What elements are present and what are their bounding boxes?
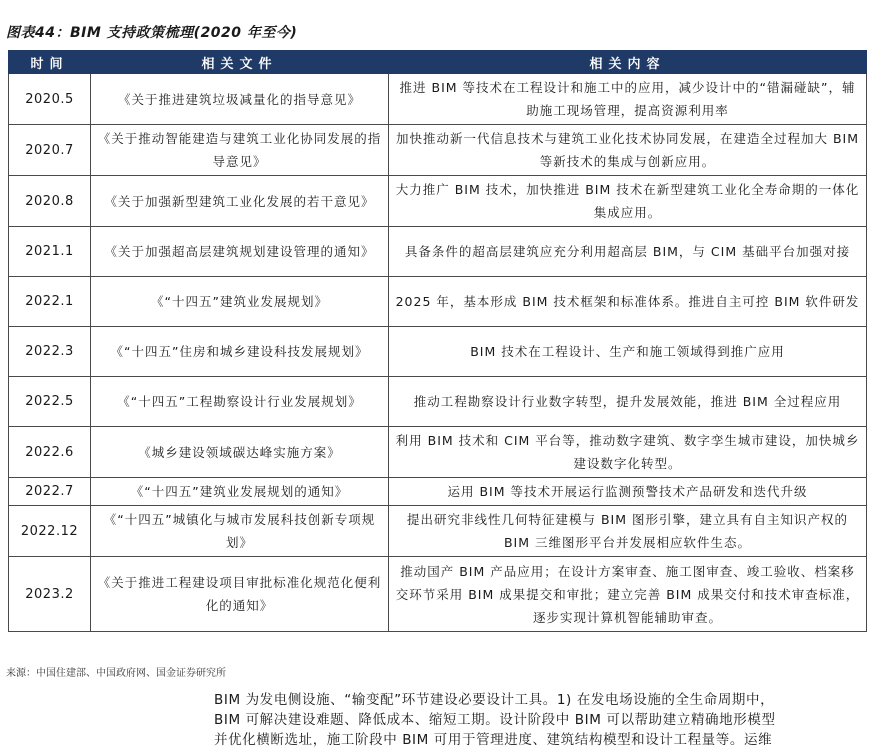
table-row (9, 506, 867, 557)
date-cell: 2022.3 (9, 327, 91, 377)
date-cell: 2020.8 (9, 176, 91, 227)
date-cell: 2023.2 (9, 557, 91, 632)
body-paragraph (214, 690, 874, 750)
table-row (9, 427, 867, 478)
content-cell: 推进 BIM 等技术在工程设计和施工中的应用，减少设计中的“错漏碰缺”，辅助施工现场管理，提高资源利用率 (389, 74, 867, 125)
table-row (9, 125, 867, 176)
content-cell: 加快推动新一代信息技术与建筑工业化技术协同发展，在建造全过程加大 BIM 等新技术的集成与创新应用。 (389, 125, 867, 176)
header-document: 相关文件 (91, 51, 389, 74)
document-cell: 《“十四五”工程勘察设计行业发展规划》 (91, 377, 389, 427)
date-cell: 2022.7 (9, 478, 91, 506)
date-cell: 2022.1 (9, 277, 91, 327)
date-cell: 2022.12 (9, 506, 91, 557)
document-cell: 《“十四五”住房和城乡建设科技发展规划》 (91, 327, 389, 377)
content-cell: 利用 BIM 技术和 CIM 平台等，推动数字建筑、数字孪生城市建设，加快城乡建设数字化转型。 (389, 427, 867, 478)
document-cell: 《“十四五”城镇化与城市发展科技创新专项规划》 (91, 506, 389, 557)
content-cell: 具备条件的超高层建筑应充分利用超高层 BIM，与 CIM 基础平台加强对接 (389, 227, 867, 277)
table-header-row (9, 51, 867, 74)
date-cell: 2020.7 (9, 125, 91, 176)
content-cell: 运用 BIM 等技术开展运行监测预警技术产品研发和迭代升级 (389, 478, 867, 506)
table-row (9, 176, 867, 227)
document-cell: 《关于推进建筑垃圾减量化的指导意见》 (91, 74, 389, 125)
date-cell: 2022.5 (9, 377, 91, 427)
table-row (9, 227, 867, 277)
table-row (9, 277, 867, 327)
document-cell: 《关于推动智能建造与建筑工业化协同发展的指导意见》 (91, 125, 389, 176)
figure-title: 图表44：BIM 支持政策梳理(2020 年至今) (6, 25, 298, 41)
table-row (9, 74, 867, 125)
table-row (9, 478, 867, 506)
body-line: 并优化横断选址，施工阶段中 BIM 可用于管理进度、建筑结构模型和设计工程量等。运维 (214, 732, 773, 748)
source-note: 来源：中国住建部、中国政府网、国金证券研究所 (6, 668, 226, 679)
header-content: 相关内容 (389, 51, 867, 74)
content-cell: 推动国产 BIM 产品应用；在设计方案审查、施工图审查、竣工验收、档案移交环节采用 BIM 成果提交和审批；建立完善 BIM 成果交付和技术审查标准，逐步实现计算机智能辅助审查。 (389, 557, 867, 632)
table-row (9, 557, 867, 632)
document-cell: 《关于加强新型建筑工业化发展的若干意见》 (91, 176, 389, 227)
content-cell: 2025 年，基本形成 BIM 技术框架和标准体系。推进自主可控 BIM 软件研发 (389, 277, 867, 327)
date-cell: 2020.5 (9, 74, 91, 125)
content-cell: 推动工程勘察设计行业数字转型，提升发展效能，推进 BIM 全过程应用 (389, 377, 867, 427)
document-cell: 《“十四五”建筑业发展规划的通知》 (91, 478, 389, 506)
policy-table (8, 50, 867, 632)
content-cell: 提出研究非线性几何特征建模与 BIM 图形引擎，建立具有自主知识产权的 BIM 三维图形平台并发展相应软件生态。 (389, 506, 867, 557)
table-row (9, 327, 867, 377)
content-cell: BIM 技术在工程设计、生产和施工领域得到推广应用 (389, 327, 867, 377)
content-cell: 大力推广 BIM 技术，加快推进 BIM 技术在新型建筑工业化全寿命期的一体化集成应用。 (389, 176, 867, 227)
table-row (9, 377, 867, 427)
date-cell: 2022.6 (9, 427, 91, 478)
document-cell: 《城乡建设领域碳达峰实施方案》 (91, 427, 389, 478)
document-cell: 《关于推进工程建设项目审批标准化规范化便利化的通知》 (91, 557, 389, 632)
document-cell: 《“十四五”建筑业发展规划》 (91, 277, 389, 327)
body-line: BIM 可解决建设难题、降低成本、缩短工期。设计阶段中 BIM 可以帮助建立精确地形模型 (214, 712, 776, 728)
body-line: BIM 为发电侧设施、“输变配”环节建设必要设计工具。1) 在发电场设施的全生命周期中， (214, 692, 775, 708)
document-cell: 《关于加强超高层建筑规划建设管理的通知》 (91, 227, 389, 277)
header-date: 时间 (9, 51, 91, 74)
date-cell: 2021.1 (9, 227, 91, 277)
